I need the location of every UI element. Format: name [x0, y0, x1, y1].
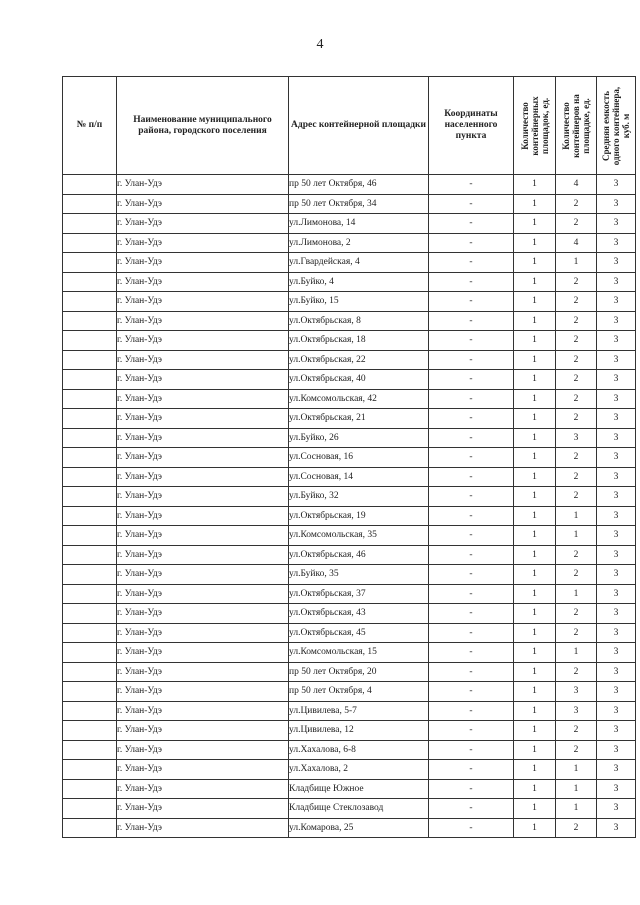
cell-coordinates: -	[429, 760, 514, 780]
cell-containers-count: 2	[556, 194, 597, 214]
cell-address: ул.Сосновая, 16	[289, 448, 429, 468]
cell-district: г. Улан-Удэ	[117, 565, 289, 585]
cell-container-volume: 3	[597, 760, 636, 780]
cell-container-volume: 3	[597, 350, 636, 370]
cell-container-volume: 3	[597, 311, 636, 331]
cell-coordinates: -	[429, 175, 514, 195]
cell-containers-count: 1	[556, 584, 597, 604]
table-row	[63, 604, 636, 624]
header-containers-count	[556, 77, 597, 175]
cell-address: ул.Цивилева, 5-7	[289, 701, 429, 721]
cell-number	[63, 623, 117, 643]
cell-district: г. Улан-Удэ	[117, 253, 289, 273]
cell-sites-count: 1	[514, 604, 556, 624]
cell-containers-count: 2	[556, 214, 597, 234]
cell-district: г. Улан-Удэ	[117, 584, 289, 604]
cell-address: ул.Октябрьская, 37	[289, 584, 429, 604]
table-row	[63, 428, 636, 448]
cell-district: г. Улан-Удэ	[117, 233, 289, 253]
table-row	[63, 682, 636, 702]
table-row	[63, 409, 636, 429]
cell-district: г. Улан-Удэ	[117, 506, 289, 526]
cell-district: г. Улан-Удэ	[117, 467, 289, 487]
cell-sites-count: 1	[514, 272, 556, 292]
cell-container-volume: 3	[597, 194, 636, 214]
cell-district: г. Улан-Удэ	[117, 643, 289, 663]
cell-container-volume: 3	[597, 214, 636, 234]
table-row	[63, 350, 636, 370]
cell-coordinates: -	[429, 740, 514, 760]
cell-containers-count: 2	[556, 545, 597, 565]
cell-containers-count: 3	[556, 428, 597, 448]
cell-sites-count: 1	[514, 292, 556, 312]
cell-container-volume: 3	[597, 253, 636, 273]
cell-container-volume: 3	[597, 545, 636, 565]
cell-sites-count: 1	[514, 662, 556, 682]
cell-sites-count: 1	[514, 643, 556, 663]
cell-district: г. Улан-Удэ	[117, 526, 289, 546]
cell-sites-count: 1	[514, 467, 556, 487]
cell-sites-count: 1	[514, 194, 556, 214]
cell-containers-count: 3	[556, 701, 597, 721]
cell-number	[63, 350, 117, 370]
cell-number	[63, 565, 117, 585]
cell-number	[63, 175, 117, 195]
cell-address: ул.Октябрьская, 46	[289, 545, 429, 565]
cell-address: ул.Октябрьская, 19	[289, 506, 429, 526]
cell-container-volume: 3	[597, 779, 636, 799]
table-row	[63, 272, 636, 292]
cell-container-volume: 3	[597, 662, 636, 682]
cell-district: г. Улан-Удэ	[117, 428, 289, 448]
cell-coordinates: -	[429, 292, 514, 312]
cell-address: ул.Буйко, 4	[289, 272, 429, 292]
table-row	[63, 389, 636, 409]
cell-number	[63, 370, 117, 390]
cell-coordinates: -	[429, 721, 514, 741]
table-row	[63, 701, 636, 721]
table-row	[63, 721, 636, 741]
cell-coordinates: -	[429, 818, 514, 838]
cell-sites-count: 1	[514, 506, 556, 526]
header-containers-count-label: Количество контейнеров на площадке, ед.	[561, 93, 591, 158]
cell-number	[63, 233, 117, 253]
cell-containers-count: 2	[556, 487, 597, 507]
table-row	[63, 175, 636, 195]
table-row	[63, 253, 636, 273]
cell-district: г. Улан-Удэ	[117, 604, 289, 624]
table-row	[63, 760, 636, 780]
cell-number	[63, 584, 117, 604]
cell-number	[63, 662, 117, 682]
cell-number	[63, 682, 117, 702]
table-row	[63, 292, 636, 312]
cell-district: г. Улан-Удэ	[117, 818, 289, 838]
cell-coordinates: -	[429, 604, 514, 624]
cell-sites-count: 1	[514, 331, 556, 351]
cell-container-volume: 3	[597, 584, 636, 604]
cell-coordinates: -	[429, 331, 514, 351]
table-row	[63, 526, 636, 546]
table-row	[63, 487, 636, 507]
header-district: Наименование муниципального района, городского поселения	[117, 77, 289, 175]
cell-container-volume: 3	[597, 701, 636, 721]
cell-container-volume: 3	[597, 487, 636, 507]
cell-coordinates: -	[429, 701, 514, 721]
cell-coordinates: -	[429, 370, 514, 390]
cell-containers-count: 2	[556, 662, 597, 682]
cell-address: Кладбище Стеклозавод	[289, 799, 429, 819]
cell-address: ул.Сосновая, 14	[289, 467, 429, 487]
cell-address: ул.Лимонова, 2	[289, 233, 429, 253]
cell-district: г. Улан-Удэ	[117, 448, 289, 468]
cell-sites-count: 1	[514, 389, 556, 409]
cell-address: ул.Буйко, 35	[289, 565, 429, 585]
cell-container-volume: 3	[597, 370, 636, 390]
table-row	[63, 331, 636, 351]
cell-number	[63, 779, 117, 799]
cell-coordinates: -	[429, 623, 514, 643]
cell-container-volume: 3	[597, 233, 636, 253]
cell-containers-count: 2	[556, 389, 597, 409]
cell-address: пр 50 лет Октября, 46	[289, 175, 429, 195]
cell-sites-count: 1	[514, 721, 556, 741]
cell-sites-count: 1	[514, 565, 556, 585]
cell-district: г. Улан-Удэ	[117, 799, 289, 819]
table-row	[63, 662, 636, 682]
cell-sites-count: 1	[514, 487, 556, 507]
cell-containers-count: 1	[556, 506, 597, 526]
cell-containers-count: 2	[556, 370, 597, 390]
cell-coordinates: -	[429, 214, 514, 234]
cell-containers-count: 2	[556, 467, 597, 487]
cell-number	[63, 331, 117, 351]
cell-district: г. Улан-Удэ	[117, 721, 289, 741]
cell-coordinates: -	[429, 428, 514, 448]
cell-number	[63, 526, 117, 546]
header-container-volume	[597, 77, 636, 175]
cell-coordinates: -	[429, 350, 514, 370]
cell-address: ул.Октябрьская, 18	[289, 331, 429, 351]
table-row	[63, 584, 636, 604]
table-row	[63, 233, 636, 253]
cell-sites-count: 1	[514, 740, 556, 760]
cell-address: ул.Комсомольская, 15	[289, 643, 429, 663]
cell-containers-count: 2	[556, 623, 597, 643]
table-row	[63, 799, 636, 819]
cell-number	[63, 506, 117, 526]
table-row	[63, 779, 636, 799]
cell-container-volume: 3	[597, 740, 636, 760]
cell-address: ул.Гвардейская, 4	[289, 253, 429, 273]
cell-sites-count: 1	[514, 350, 556, 370]
cell-container-volume: 3	[597, 623, 636, 643]
cell-containers-count: 3	[556, 682, 597, 702]
cell-coordinates: -	[429, 506, 514, 526]
cell-containers-count: 2	[556, 409, 597, 429]
cell-number	[63, 272, 117, 292]
cell-district: г. Улан-Удэ	[117, 409, 289, 429]
cell-sites-count: 1	[514, 175, 556, 195]
cell-container-volume: 3	[597, 506, 636, 526]
cell-container-volume: 3	[597, 428, 636, 448]
cell-sites-count: 1	[514, 409, 556, 429]
cell-containers-count: 1	[556, 253, 597, 273]
cell-sites-count: 1	[514, 253, 556, 273]
cell-number	[63, 701, 117, 721]
cell-containers-count: 2	[556, 721, 597, 741]
cell-coordinates: -	[429, 448, 514, 468]
cell-container-volume: 3	[597, 604, 636, 624]
cell-number	[63, 448, 117, 468]
cell-coordinates: -	[429, 779, 514, 799]
table-row	[63, 448, 636, 468]
cell-address: ул.Буйко, 32	[289, 487, 429, 507]
header-container-volume-label: Средняя емкость одного контейнера, куб. м	[601, 86, 631, 165]
cell-address: ул.Октябрьская, 40	[289, 370, 429, 390]
cell-coordinates: -	[429, 409, 514, 429]
cell-number	[63, 389, 117, 409]
cell-address: ул.Комсомольская, 42	[289, 389, 429, 409]
cell-coordinates: -	[429, 545, 514, 565]
cell-coordinates: -	[429, 233, 514, 253]
cell-containers-count: 2	[556, 818, 597, 838]
cell-number	[63, 428, 117, 448]
cell-address: Кладбище Южное	[289, 779, 429, 799]
cell-number	[63, 253, 117, 273]
cell-address: ул.Цивилева, 12	[289, 721, 429, 741]
cell-containers-count: 4	[556, 175, 597, 195]
cell-coordinates: -	[429, 194, 514, 214]
cell-address: пр 50 лет Октября, 34	[289, 194, 429, 214]
table-row	[63, 506, 636, 526]
cell-district: г. Улан-Удэ	[117, 662, 289, 682]
cell-containers-count: 2	[556, 565, 597, 585]
cell-address: ул.Комсомольская, 35	[289, 526, 429, 546]
cell-coordinates: -	[429, 389, 514, 409]
cell-container-volume: 3	[597, 389, 636, 409]
cell-number	[63, 818, 117, 838]
cell-containers-count: 2	[556, 272, 597, 292]
cell-number	[63, 721, 117, 741]
cell-address: ул.Буйко, 15	[289, 292, 429, 312]
cell-sites-count: 1	[514, 370, 556, 390]
cell-container-volume: 3	[597, 448, 636, 468]
cell-district: г. Улан-Удэ	[117, 350, 289, 370]
cell-sites-count: 1	[514, 584, 556, 604]
cell-container-volume: 3	[597, 175, 636, 195]
cell-address: пр 50 лет Октября, 4	[289, 682, 429, 702]
cell-coordinates: -	[429, 311, 514, 331]
cell-containers-count: 2	[556, 311, 597, 331]
cell-containers-count: 1	[556, 643, 597, 663]
cell-district: г. Улан-Удэ	[117, 682, 289, 702]
cell-number	[63, 194, 117, 214]
cell-sites-count: 1	[514, 818, 556, 838]
header-sites-count	[514, 77, 556, 175]
cell-container-volume: 3	[597, 292, 636, 312]
cell-address: ул.Октябрьская, 21	[289, 409, 429, 429]
cell-number	[63, 214, 117, 234]
cell-number	[63, 467, 117, 487]
cell-containers-count: 1	[556, 799, 597, 819]
cell-district: г. Улан-Удэ	[117, 175, 289, 195]
cell-coordinates: -	[429, 662, 514, 682]
cell-sites-count: 1	[514, 799, 556, 819]
cell-district: г. Улан-Удэ	[117, 779, 289, 799]
cell-coordinates: -	[429, 526, 514, 546]
cell-container-volume: 3	[597, 409, 636, 429]
cell-container-volume: 3	[597, 682, 636, 702]
cell-coordinates: -	[429, 565, 514, 585]
cell-container-volume: 3	[597, 643, 636, 663]
table-row	[63, 214, 636, 234]
cell-coordinates: -	[429, 799, 514, 819]
cell-container-volume: 3	[597, 467, 636, 487]
cell-number	[63, 292, 117, 312]
container-sites-table	[62, 76, 636, 838]
cell-district: г. Улан-Удэ	[117, 292, 289, 312]
table-row	[63, 623, 636, 643]
header-address: Адрес контейнерной площадки	[289, 77, 429, 175]
cell-address: ул.Октябрьская, 43	[289, 604, 429, 624]
cell-container-volume: 3	[597, 799, 636, 819]
table-row	[63, 643, 636, 663]
cell-container-volume: 3	[597, 818, 636, 838]
header-number: № п/п	[63, 77, 117, 175]
cell-containers-count: 2	[556, 448, 597, 468]
cell-coordinates: -	[429, 584, 514, 604]
cell-address: ул.Октябрьская, 8	[289, 311, 429, 331]
cell-sites-count: 1	[514, 214, 556, 234]
cell-sites-count: 1	[514, 545, 556, 565]
cell-coordinates: -	[429, 682, 514, 702]
cell-district: г. Улан-Удэ	[117, 701, 289, 721]
cell-number	[63, 311, 117, 331]
cell-number	[63, 545, 117, 565]
cell-coordinates: -	[429, 467, 514, 487]
cell-coordinates: -	[429, 487, 514, 507]
cell-address: ул.Октябрьская, 45	[289, 623, 429, 643]
cell-containers-count: 4	[556, 233, 597, 253]
cell-sites-count: 1	[514, 701, 556, 721]
cell-sites-count: 1	[514, 623, 556, 643]
table-row	[63, 818, 636, 838]
cell-district: г. Улан-Удэ	[117, 370, 289, 390]
page-number: 4	[316, 37, 324, 52]
header-coordinates: Координаты населенного пункта	[429, 77, 514, 175]
cell-address: ул.Буйко, 26	[289, 428, 429, 448]
cell-containers-count: 2	[556, 292, 597, 312]
cell-coordinates: -	[429, 272, 514, 292]
cell-number	[63, 409, 117, 429]
table-row	[63, 311, 636, 331]
cell-district: г. Улан-Удэ	[117, 272, 289, 292]
table-row	[63, 565, 636, 585]
cell-address: ул.Комарова, 25	[289, 818, 429, 838]
cell-sites-count: 1	[514, 682, 556, 702]
table-header-row	[63, 77, 636, 175]
table-row	[63, 740, 636, 760]
cell-sites-count: 1	[514, 760, 556, 780]
cell-container-volume: 3	[597, 721, 636, 741]
cell-address: ул.Лимонова, 14	[289, 214, 429, 234]
cell-address: ул.Хахалова, 2	[289, 760, 429, 780]
cell-district: г. Улан-Удэ	[117, 389, 289, 409]
cell-district: г. Улан-Удэ	[117, 623, 289, 643]
header-sites-count-label: Количество контейнерных площадок, ед.	[519, 95, 550, 156]
cell-sites-count: 1	[514, 428, 556, 448]
cell-address: пр 50 лет Октября, 20	[289, 662, 429, 682]
cell-district: г. Улан-Удэ	[117, 545, 289, 565]
cell-district: г. Улан-Удэ	[117, 760, 289, 780]
cell-number	[63, 604, 117, 624]
cell-sites-count: 1	[514, 448, 556, 468]
cell-district: г. Улан-Удэ	[117, 740, 289, 760]
cell-sites-count: 1	[514, 779, 556, 799]
cell-district: г. Улан-Удэ	[117, 331, 289, 351]
cell-containers-count: 2	[556, 331, 597, 351]
cell-sites-count: 1	[514, 233, 556, 253]
cell-number	[63, 643, 117, 663]
cell-district: г. Улан-Удэ	[117, 311, 289, 331]
table-row	[63, 370, 636, 390]
cell-district: г. Улан-Удэ	[117, 214, 289, 234]
cell-district: г. Улан-Удэ	[117, 487, 289, 507]
cell-containers-count: 2	[556, 350, 597, 370]
cell-number	[63, 760, 117, 780]
cell-containers-count: 1	[556, 760, 597, 780]
cell-containers-count: 1	[556, 779, 597, 799]
table-row	[63, 467, 636, 487]
cell-coordinates: -	[429, 253, 514, 273]
cell-container-volume: 3	[597, 272, 636, 292]
cell-number	[63, 740, 117, 760]
cell-containers-count: 2	[556, 604, 597, 624]
cell-district: г. Улан-Удэ	[117, 194, 289, 214]
cell-containers-count: 1	[556, 526, 597, 546]
cell-coordinates: -	[429, 643, 514, 663]
table-row	[63, 545, 636, 565]
cell-containers-count: 2	[556, 740, 597, 760]
cell-sites-count: 1	[514, 311, 556, 331]
cell-container-volume: 3	[597, 331, 636, 351]
table-row	[63, 194, 636, 214]
cell-sites-count: 1	[514, 526, 556, 546]
cell-container-volume: 3	[597, 565, 636, 585]
cell-container-volume: 3	[597, 526, 636, 546]
cell-number	[63, 487, 117, 507]
cell-address: ул.Октябрьская, 22	[289, 350, 429, 370]
cell-address: ул.Хахалова, 6-8	[289, 740, 429, 760]
cell-number	[63, 799, 117, 819]
table-body	[63, 175, 636, 838]
